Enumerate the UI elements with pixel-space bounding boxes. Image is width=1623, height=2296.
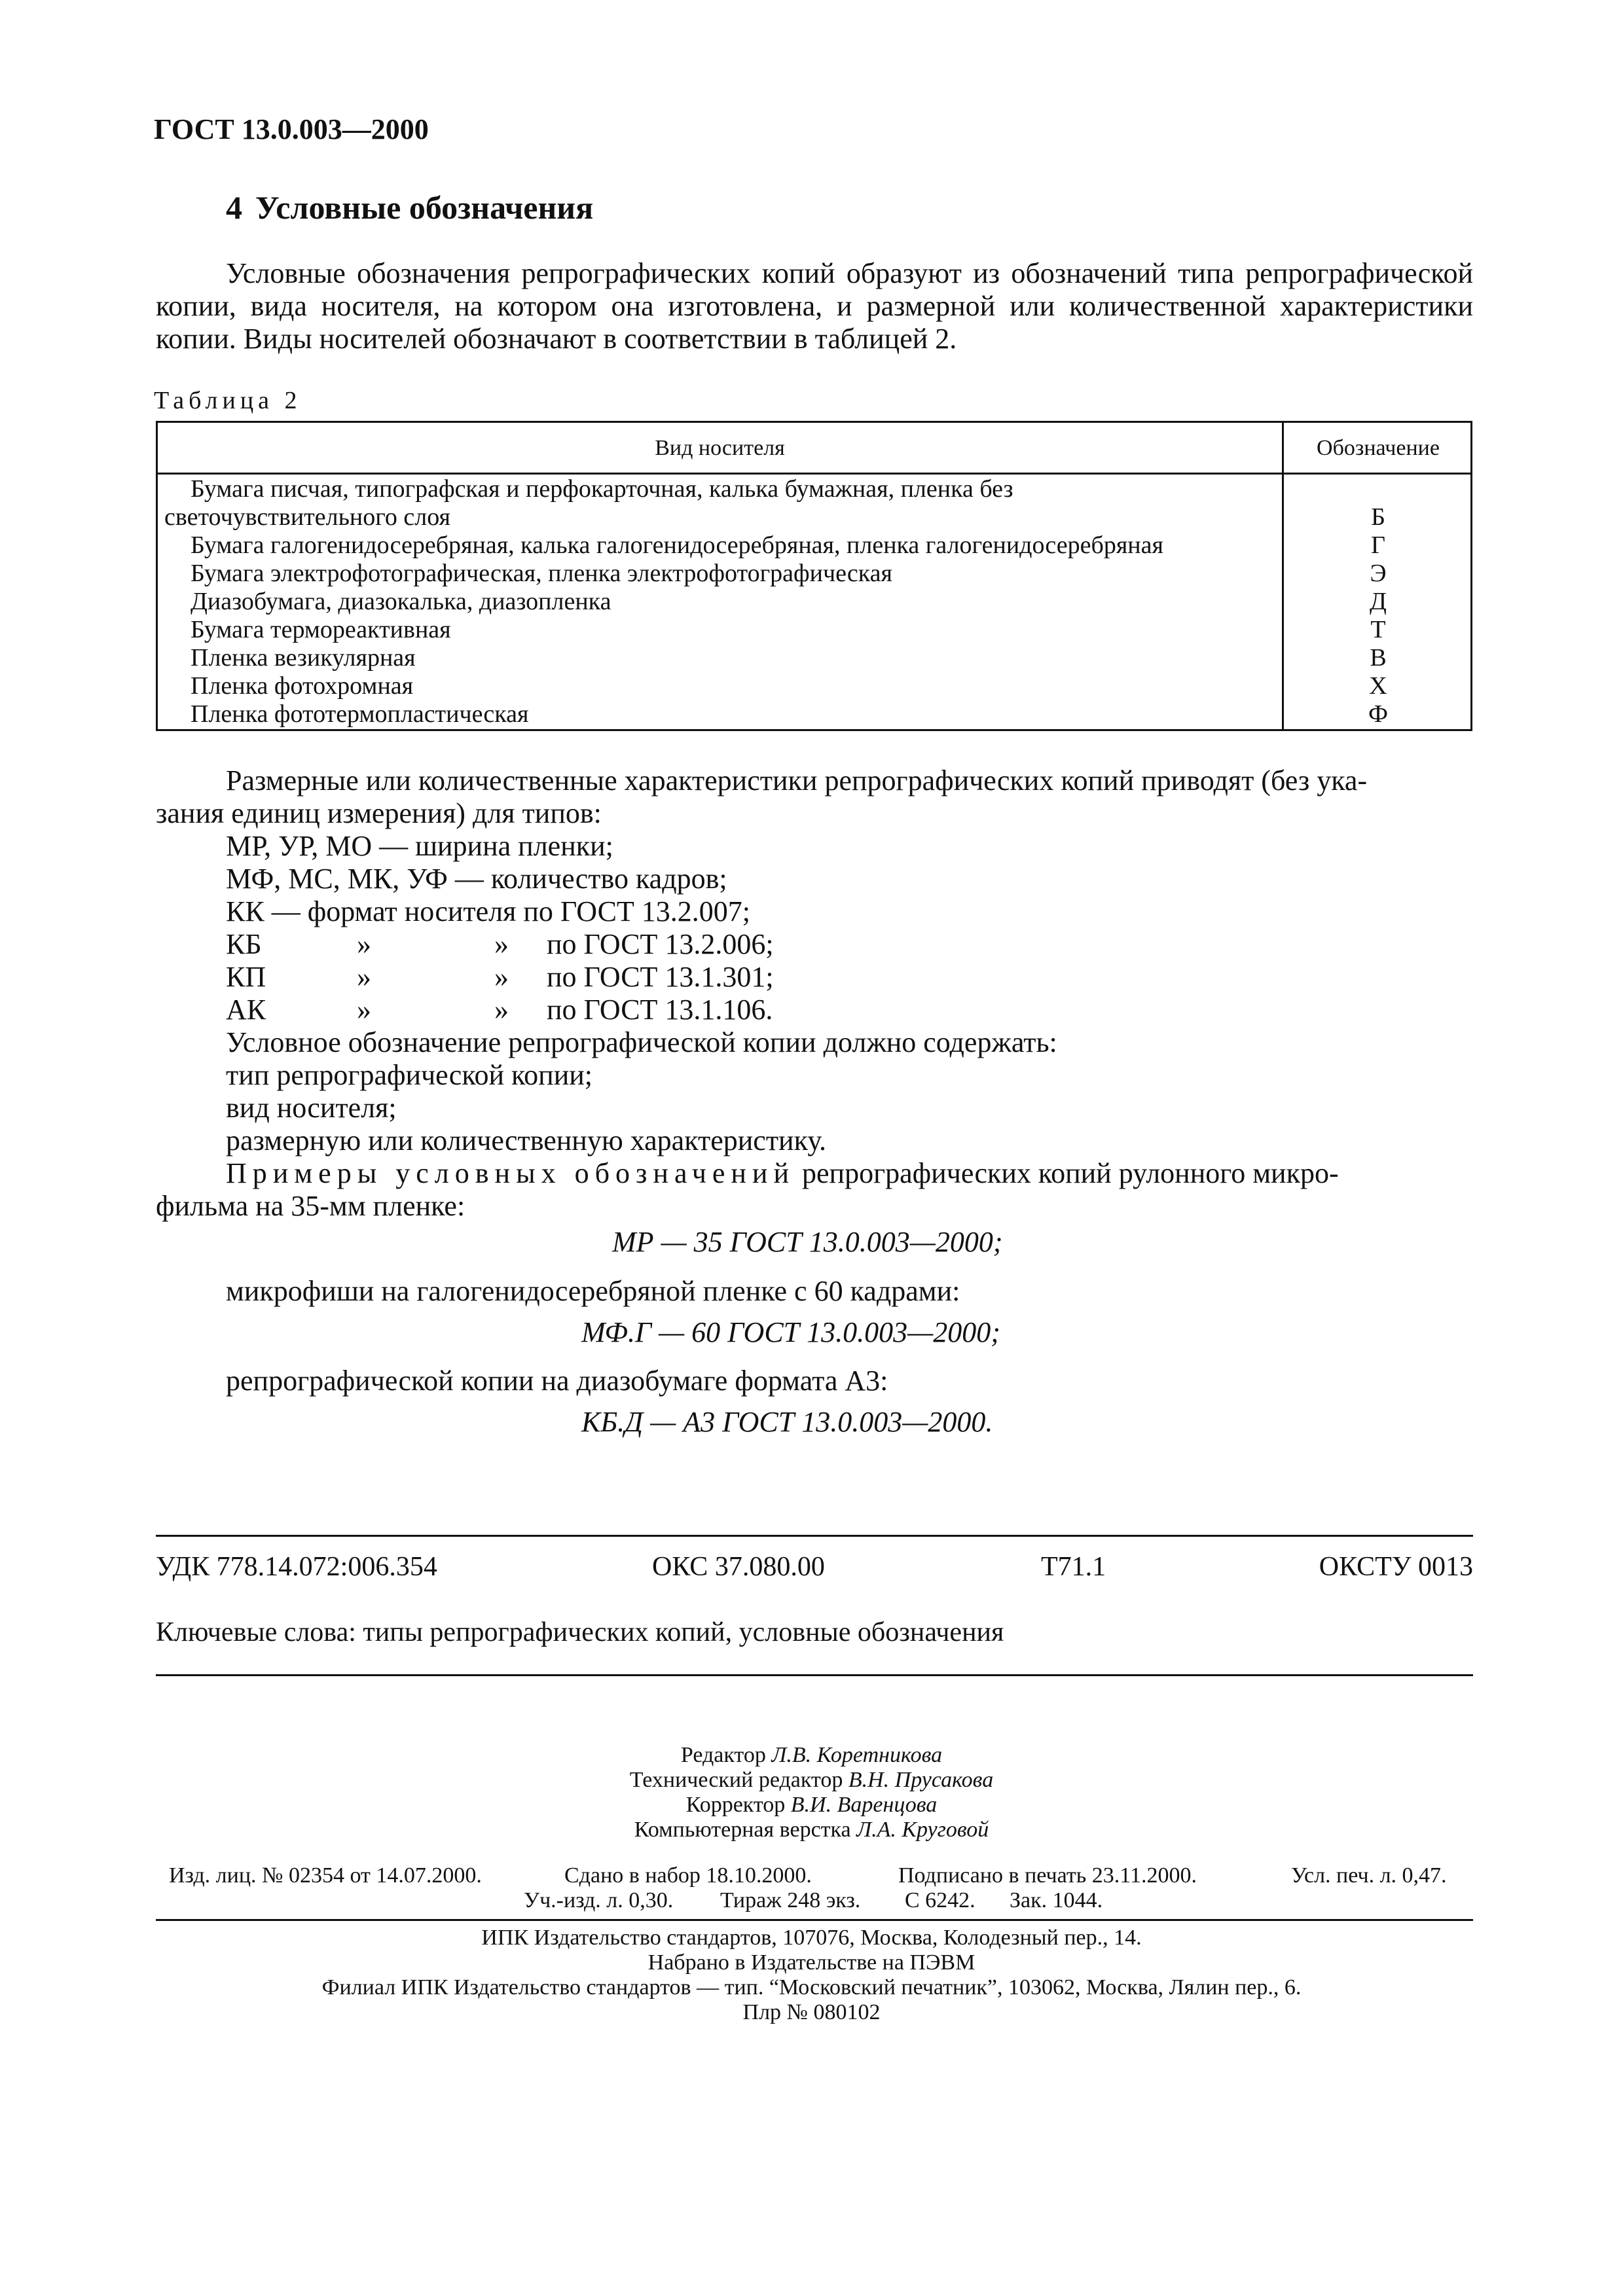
okstu-code: ОКСТУ 0013: [1319, 1552, 1473, 1582]
example-designation: МР — 35 ГОСТ 13.0.003—2000;: [612, 1226, 1003, 1258]
characteristics-intro-cont: зания единиц измерения) для типов:: [156, 797, 602, 829]
table-row-code: Д: [1370, 588, 1387, 615]
divider-rule: [156, 1535, 1473, 1537]
typeset-info: Сдано в набор 18.10.2000.: [564, 1863, 812, 1888]
intro-paragraph: Условные обозначения репрографических копий образуют из обозначений типа репрографической копии, вида носителя, на котором она изготовлена, и размерной или количественной характеристики копии. Виды носителей обозначают в соответствии в таблицей 2.: [156, 257, 1473, 355]
type-code: КБ: [226, 928, 262, 960]
ditto-mark: »: [357, 928, 371, 960]
examples-lead-cont: фильма на 35-мм пленке:: [156, 1190, 465, 1222]
table-row-code: Г: [1371, 531, 1385, 559]
credit-role: Корректор: [685, 1793, 786, 1817]
table-header-carrier: Вид носителя: [655, 436, 785, 460]
must-contain-text: Условное обозначение репрографической копии должно содержать:: [226, 1026, 1057, 1058]
credit-name: В.И. Варенцова: [790, 1793, 938, 1817]
credit-tech-editor: [0, 1768, 1623, 1793]
table-row-desc: Пленка фототермопластическая: [191, 700, 529, 728]
table-row-code: В: [1370, 644, 1387, 672]
table-row-code: Ф: [1368, 700, 1389, 728]
ditto-mark: »: [357, 961, 371, 993]
component-item: вид носителя;: [226, 1092, 397, 1124]
udk-code: УДК 778.14.072:006.354: [156, 1552, 437, 1582]
ditto-mark: »: [357, 994, 371, 1026]
print-sheets-info: Усл. печ. л. 0,47.: [1291, 1863, 1447, 1888]
imprint-line: Набрано в Издательстве на ПЭВМ: [647, 1950, 976, 1975]
table-row-desc: Пленка фотохромная: [191, 672, 414, 700]
examples-lead: [156, 1157, 1473, 1190]
table-row-desc-cont: светочувствительного слоя: [164, 503, 450, 531]
table-row-desc: Диазобумага, диазокалька, диазопленка: [191, 588, 611, 615]
example-intro: микрофиши на галогенидосеребряной пленке с 60 кадрами:: [226, 1275, 960, 1307]
example-designation: КБ.Д — А3 ГОСТ 13.0.003—2000.: [581, 1406, 993, 1438]
run-info: Тираж 248 экз.: [720, 1888, 861, 1912]
characteristics-intro: Размерные или количественные характеристики репрографических копий приводят (без ука-: [226, 764, 1368, 797]
imprint-line: Плр № 080102: [742, 2000, 881, 2024]
section-number: 4: [226, 189, 242, 226]
component-item: размерную или количественную характеристику.: [226, 1124, 826, 1157]
type-code: АК: [226, 994, 266, 1026]
imprint-line: Филиал ИПК Издательство стандартов — тип. “Московский печатник”, 103062, Москва, Лялин пер., 6.: [321, 1975, 1302, 2000]
license-info: Изд. лиц. № 02354 от 14.07.2000.: [169, 1863, 482, 1888]
table-header-divider: [158, 473, 1470, 475]
table-header-code: Обозначение: [1317, 436, 1440, 460]
component-item: тип репрографической копии;: [226, 1059, 593, 1091]
divider-rule: [156, 1919, 1473, 1921]
example-intro: репрографической копии на диазобумаге формата А3:: [226, 1365, 888, 1397]
section-heading: [226, 188, 593, 226]
credit-role: Компьютерная верстка: [634, 1818, 851, 1842]
type-item: КК — формат носителя по ГОСТ 13.2.007;: [226, 895, 751, 927]
credit-role: Технический редактор: [629, 1768, 843, 1792]
examples-label: Примеры условных обозначений: [226, 1157, 795, 1189]
credit-layout: [0, 1818, 1623, 1842]
credit-name: Л.В. Коретникова: [771, 1743, 943, 1767]
example-designation: МФ.Г — 60 ГОСТ 13.0.003—2000;: [581, 1316, 1000, 1348]
table-row-desc: Бумага электрофотографическая, пленка электрофотографическая: [191, 560, 893, 587]
table-caption: Таблица 2: [154, 387, 302, 414]
standard-reference: по ГОСТ 13.1.301;: [547, 961, 774, 993]
oks-code: ОКС 37.080.00: [652, 1552, 825, 1582]
section-title: Условные обозначения: [255, 189, 594, 226]
pub-sheets-info: Уч.-изд. л. 0,30.: [524, 1888, 674, 1912]
credit-role: Редактор: [680, 1743, 766, 1767]
type-item: МФ, МС, МК, УФ — количество кадров;: [226, 863, 727, 895]
table-row-code: Х: [1369, 672, 1387, 700]
table-row-desc: Бумага галогенидосеребряная, калька галогенидосеребряная, пленка галогенидосеребряная: [191, 531, 1163, 559]
ditto-mark: »: [494, 994, 509, 1026]
table-row-desc: Пленка везикулярная: [191, 644, 416, 672]
c-info: С 6242.: [905, 1888, 976, 1912]
ditto-mark: »: [494, 928, 509, 960]
type-code: КП: [226, 961, 266, 993]
carrier-table: [156, 421, 1472, 731]
table-row-desc: Бумага писчая, типографская и перфокарточная, калька бумажная, пленка без: [191, 475, 1013, 503]
table-row-code: Т: [1370, 616, 1386, 643]
signed-info: Подписано в печать 23.11.2000.: [898, 1863, 1197, 1888]
keywords-line: Ключевые слова: типы репрографических копий, условные обозначения: [156, 1617, 1004, 1647]
table-row-code: Б: [1371, 503, 1385, 531]
divider-rule: [156, 1674, 1473, 1676]
type-item: МР, УР, МО — ширина пленки;: [226, 830, 613, 862]
credit-name: Л.А. Круговой: [856, 1818, 989, 1842]
table-row-code: Э: [1370, 560, 1387, 587]
order-info: Зак. 1044.: [1010, 1888, 1103, 1912]
t-code: Т71.1: [1041, 1552, 1106, 1582]
examples-lead-text: репрографических копий рулонного микро-: [795, 1157, 1339, 1189]
document-code: ГОСТ 13.0.003—2000: [154, 113, 429, 145]
table-row-desc: Бумага термореактивная: [191, 616, 451, 643]
ditto-mark: »: [494, 961, 509, 993]
credit-name: В.Н. Прусакова: [848, 1768, 994, 1792]
imprint-line: ИПК Издательство стандартов, 107076, Москва, Колодезный пер., 14.: [481, 1926, 1142, 1950]
credit-proofreader: [0, 1793, 1623, 1818]
standard-reference: по ГОСТ 13.2.006;: [547, 928, 774, 960]
credit-editor: [0, 1743, 1623, 1768]
standard-reference: по ГОСТ 13.1.106.: [547, 994, 773, 1026]
